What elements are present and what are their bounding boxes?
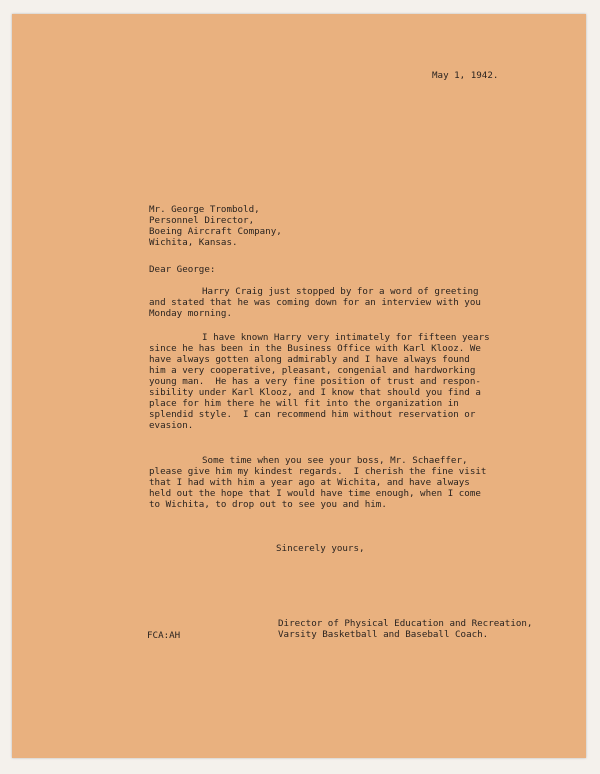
paragraph-1-line: Harry Craig just stopped by for a word of greeting: [202, 286, 479, 297]
closing: Sincerely yours,: [276, 543, 365, 554]
paragraph-2-line: place for him there he will fit into the organization in: [149, 398, 459, 409]
signature-title-line: Varsity Basketball and Baseball Coach.: [278, 629, 489, 640]
recipient-city: Wichita, Kansas.: [149, 237, 238, 248]
reference-initials: FCA:AH: [147, 630, 181, 641]
paragraph-2-line: splendid style. I can recommend him without reservation or: [149, 409, 476, 420]
paragraph-2-line: him a very cooperative, pleasant, congenial and hardworking: [149, 365, 476, 376]
paragraph-2-line: young man. He has a very fine position of trust and respon-: [149, 376, 481, 387]
paragraph-2-line: have always gotten along admirably and I have always found: [149, 354, 470, 365]
paragraph-2-line: I have known Harry very intimately for fifteen years: [202, 332, 490, 343]
paragraph-1-line: and stated that he was coming down for an interview with you: [149, 297, 481, 308]
paragraph-3-line: that I had with him a year ago at Wichita, and have always: [149, 477, 470, 488]
recipient-title: Personnel Director,: [149, 215, 255, 226]
letter-date: May 1, 1942.: [432, 70, 499, 81]
signature-title-line: Director of Physical Education and Recreation,: [278, 618, 533, 629]
recipient-name: Mr. George Trombold,: [149, 204, 260, 215]
recipient-company: Boeing Aircraft Company,: [149, 226, 282, 237]
paragraph-3-line: held out the hope that I would have time enough, when I come: [149, 488, 481, 499]
salutation: Dear George:: [149, 264, 216, 275]
paragraph-3-line: Some time when you see your boss, Mr. Schaeffer,: [202, 455, 468, 466]
letter-page: [12, 14, 586, 758]
paragraph-2-line: evasion.: [149, 420, 194, 431]
paragraph-2-line: sibility under Karl Klooz, and I know that should you find a: [149, 387, 481, 398]
paragraph-1-line: Monday morning.: [149, 308, 232, 319]
paragraph-2-line: since he has been in the Business Office with Karl Klooz. We: [149, 343, 481, 354]
paragraph-3-line: please give him my kindest regards. I cherish the fine visit: [149, 466, 487, 477]
paragraph-3-line: to Wichita, to drop out to see you and him.: [149, 499, 387, 510]
